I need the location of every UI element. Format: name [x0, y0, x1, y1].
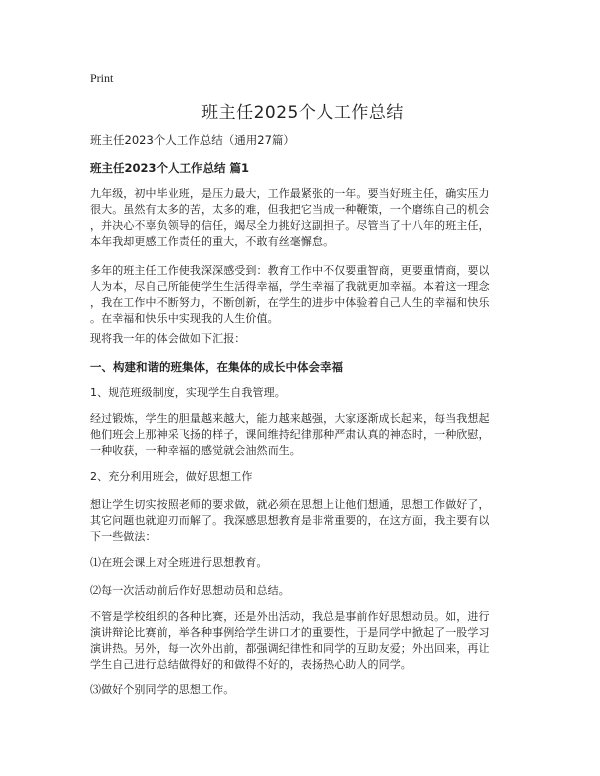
- paragraph-line: 九年级，初中毕业班，是压力最大，工作最紧张的一年。要当好班主任，确实压力: [90, 187, 490, 200]
- paragraph-line: 经过锻炼，学生的胆量越来越大，能力越来越强，大家逐渐成长起来，每当我想起: [90, 412, 490, 425]
- paragraph-line: 演讲辩论比赛前，举各种事例给学生讲口才的重要性，于是同学中掀起了一股学习: [90, 626, 490, 639]
- paragraph-line: 想让学生切实按照老师的要求做，就必须在思想上让他们想通，思想工作做好了，: [90, 498, 490, 511]
- paragraph-line: 不管是学校组织的各种比赛，还是外出活动，我总是事前作好思想动员。如，进行: [90, 610, 490, 623]
- paragraph-line: 本年我却更感工作责任的重大，不敢有丝毫懈怠。: [90, 235, 335, 248]
- paragraph-line: ⑴在班会课上对全班进行思想教育。: [90, 556, 268, 569]
- paragraph-line: 2、充分利用班会，做好思想工作: [90, 470, 253, 483]
- section-1-heading: 一、构建和谐的班集体，在集体的成长中体会幸福: [90, 360, 343, 374]
- paragraph-2: [90, 263, 515, 327]
- paragraph-11: [90, 682, 515, 698]
- paragraph-line: 一种收获，一种幸福的感觉就会油然而生。: [90, 444, 301, 457]
- document-subtitle: 班主任2023个人工作总结（通用27篇）: [90, 133, 295, 147]
- paragraph-line: 其它问题也就迎刃而解了。我深感思想教育是非常重要的，在这方面，我主要有以: [90, 514, 490, 527]
- paragraph-line: 现将我一年的体会做如下汇报：: [90, 332, 246, 345]
- page-title: 班主任2025个人工作总结: [201, 103, 404, 123]
- paragraph-line: ，并决心不辜负领导的信任，竭尽全力挑好这副担子。尽管当了十八年的班主任，: [90, 219, 490, 232]
- paragraph-line: 学生自己进行总结做得好的和做得不好的，表扬热心助人的同学。: [90, 658, 412, 671]
- paragraph-1: [90, 186, 515, 250]
- paragraph-line: 1、规范班级制度，实现学生自我管理。: [90, 386, 286, 399]
- paragraph-9: [90, 583, 515, 599]
- paragraph-line: 演讲热。另外，每一次外出前，都强调纪律性和同学的互助友爱；外出回来，再让: [90, 642, 490, 655]
- paragraph-line: ⑶做好个别同学的思想工作。: [90, 683, 235, 696]
- paragraph-4: [90, 385, 515, 401]
- article-heading: 班主任2023个人工作总结 篇1: [90, 161, 250, 175]
- paragraph-7: [90, 497, 515, 545]
- paragraph-line: 很大。虽然有太多的苦，太多的难，但我把它当成一种鞭策，一个磨练自己的机会: [90, 203, 490, 216]
- paragraph-line: ，我在工作中不断努力，不断创新，在学生的进步中体验着自己人生的幸福和快乐: [90, 296, 490, 309]
- paragraph-line: 多年的班主任工作使我深深感受到：教育工作中不仅要重智商，更要重情商，要以: [90, 264, 490, 277]
- paragraph-5: [90, 411, 515, 459]
- paragraph-8: [90, 555, 515, 571]
- paragraph-6: [90, 469, 515, 485]
- print-link[interactable]: Print: [90, 71, 114, 85]
- paragraph-line: 他们班会上那神采飞扬的样子，课间维持纪律那种严肃认真的神态时，一种欣慰，: [90, 428, 490, 441]
- paragraph-line: 。在幸福和快乐中实现我的人生价值。: [90, 312, 279, 325]
- paragraph-line: 人为本，尽自己所能使学生生活得幸福，学生幸福了我就更加幸福。本着这一理念: [90, 280, 490, 293]
- paragraph-3: [90, 331, 515, 347]
- paragraph-line: ⑵每一次活动前后作好思想动员和总结。: [90, 584, 290, 597]
- paragraph-line: 下一些做法：: [90, 530, 157, 543]
- paragraph-10: [90, 609, 515, 673]
